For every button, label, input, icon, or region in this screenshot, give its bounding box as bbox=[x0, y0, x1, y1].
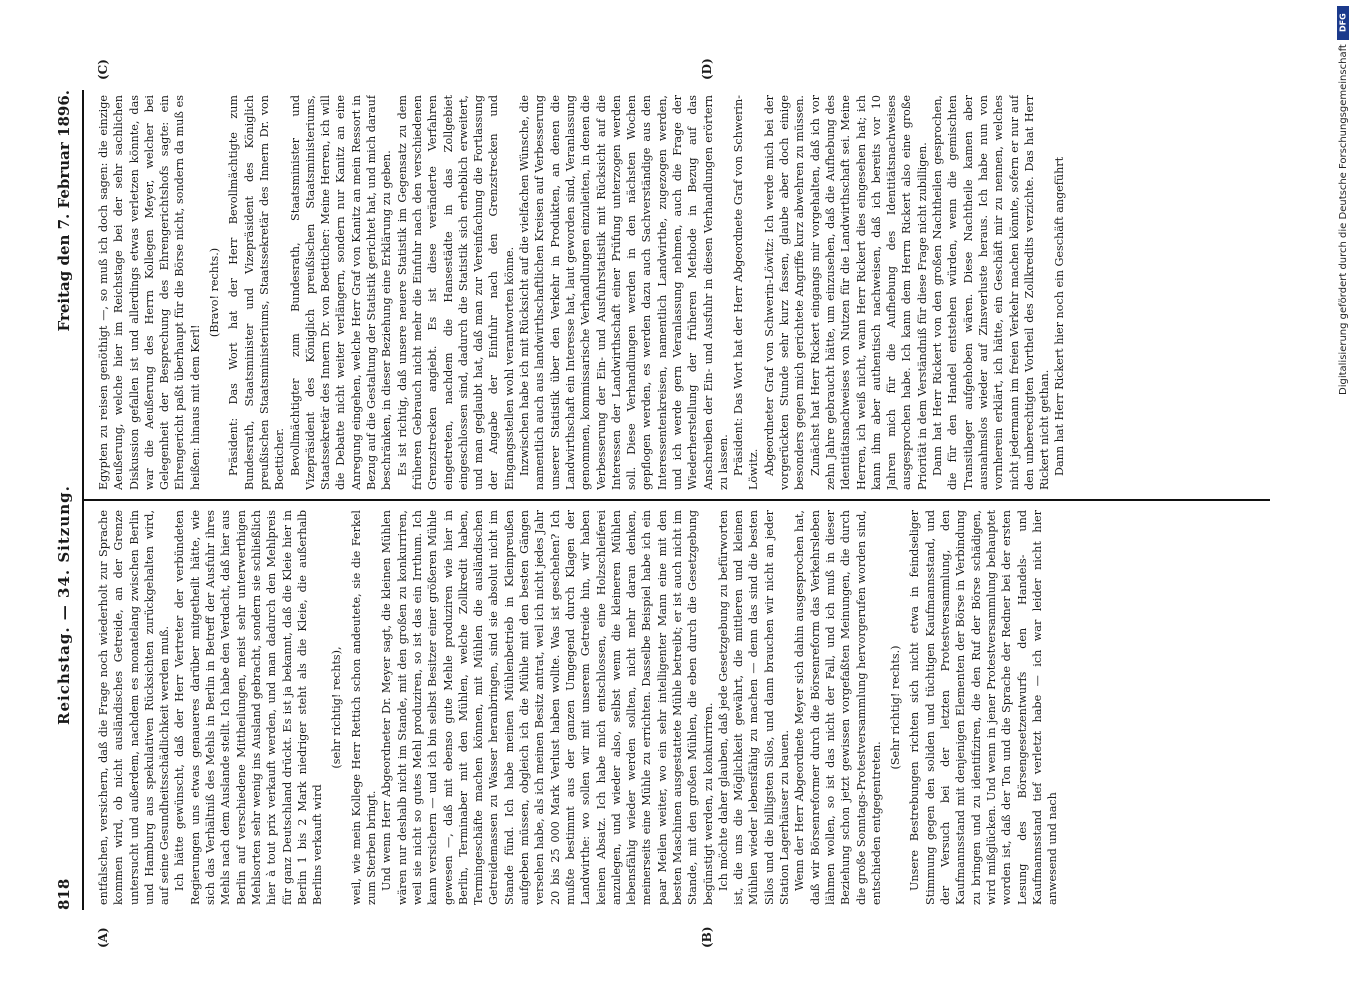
left-interjection: (Sehr richtig! rechts.) bbox=[889, 645, 903, 770]
page-header bbox=[55, 90, 79, 910]
left-paragraph: Wenn der Herr Abgeordnete Meyer sich dahin ausgesprochen hat, daß wir Börsenreformer durch die Börsenreform das Verkehrsleben lähmen wollen, so ist das nicht der Fall, und ich muß in dieser Beziehung schon jetzt gewissen vorgefaßten Meinungen, die durch die große Sonntags-Protestversammlung hervorgerufen worden sind, entschieden entgegentreten. bbox=[793, 510, 883, 905]
margin-marker-a: (A) bbox=[96, 927, 110, 948]
right-paragraph: Dann hat Herr Rickert von den großen Nachtheilen gesprochen, die für den Handel entstehen würden, wenn die gemischten Transitlager aufgehoben wären. Diese Nachtheile kamen aber ausnahmslos wieder auf Zinsverluste heraus. Ich habe nun von vornherein erklärt, ich hätte, ein Geschäft mir zu nennen, welches nicht jedermann im freien Verkehr machen könnte, sofern er nur auf den unberechtigten Vortheil des Zollkredits verzichte. Das hat Herr Rickert nicht gethan. bbox=[931, 95, 1052, 490]
left-paragraph: Ich möchte daher glauben, daß jede Gesetzgebung zu befürworten ist, die uns die Möglichkeit gewährt, die mittleren und kleinen Mühlen wieder lebensfähig zu machen — denn das sind die besten Silos und die billigsten Silos, und dann brauchen wir nicht an jeder Station Lagerhäuser zu bauen. bbox=[716, 510, 792, 905]
right-paragraph: Abgeordneter Graf von Schwerin-Löwitz: Ich werde mich bei der vorgerückten Stunde sehr kurz fassen, glaube aber doch einige besonders gegen mich gerichtete Angriffe kurz abwehren zu müssen. bbox=[762, 95, 807, 490]
left-interjection: (sehr richtig! rechts), bbox=[330, 646, 344, 769]
right-paragraph: Bevollmächtigter zum Bundesrath, Staatsminister und Vizepräsident des Königlich preußischen Staatsministeriums, Staatssekretär des Innern Dr. von Boetticher: Meine Herren, ich will die Debatte nicht weiter verlängern, sondern nur Kanitz an eine Anregung eingehen, welche Herr Graf von Kanitz an mein Ressort in Bezug auf die Gestaltung der Statistik gerichtet hat, und mich darauf beschränken, in dieser Beziehung eine Erklärung zu geben. bbox=[288, 95, 394, 490]
left-paragraph: Und wenn Herr Abgeordneter Dr. Meyer sagt, die kleinen Mühlen wären nur deshalb nicht im Stande, mit den großen zu konkurriren, weil sie nicht so gutes Mehl produziren, so ist das ein Irrthum. Ich kann versichern — und ich bin selbst Besitzer einer größeren Mühle gewesen —, daß mit ebenso gute Mehle produziren wie hier in Berlin, Terminaber mit den Mühlen, welche Zollkredit haben, Termingeschäfte machen können, mit Mühlen die ausländischen Getreidemassen zu Wasser heranbringen, sind sie absolut nicht im Stande fünd. Ich habe meinen Mühlenbetrieb in Kleinpreußen aufgeben müssen, obgleich ich die Mühle mit den besten Gängen versehen habe, als ich meinen Besitz antrat, weil ich nicht jedes Jahr 20 bis 25 000 Mark Verlust haben wollte. Was ist geschehen? Ich mußte bestimmt aus der ganzen Umgegend durch Klagen der Landwirthe: wo sollen wir mit unserem Getreide hin, wir haben keinen Absatz. Ich habe mich entschlossen, eine Holzschleiferei anzulegen, und wieder also, selbst wenn die kleineren Mühlen lebensfähig wieder werden sollten, nicht mehr daran denken, meinerseits eine Mühle zu errichten. Dasselbe Beispiel habe ich ein paar Meilen weiter, wo ein sehr intelligenter Mann eine mit den besten Maschinen ausgestattete Mühle betreibt; er ist auch nicht im Stande, mit den großen Mühlen, die eben durch die Gesetzgebung begünstigt werden, zu konkurriren. bbox=[380, 510, 715, 905]
funding-notice: Digitalisierung gefördert durch die Deutsche Forschungsgemeinschaft bbox=[1338, 44, 1349, 395]
right-paragraph: Präsident: Das Wort hat der Herr Bevollmächtigte zum Bundesrath, Staatsminister und Vizepräsident des Königlich preußischen Staatsministeriums, Staatssekretär des Innern Dr. von Boetticher. bbox=[227, 95, 287, 490]
left-paragraph: Unsere Bestrebungen richten sich nicht etwa in feindseliger Stimmung gegen den soliden und tüchtigen Kaufmannsstand, und der Versuch bei der letzten Protestversammlung, den Kaufmannsstand mit denjenigen Elementen der Börse in Verbindung zu bringen und zu identifiziren, die den Ruf der Börse schädigen, wird mißglücken. Und wenn in jener Protestversammlung behauptet worden ist, daß der Ton und die Sprache der Redner bei der ersten Lesung des Börsengesetzentwurfs den Handels- und Kaufmannsstand tief verletzt habe — ich war leider nicht hier anwesend und nach bbox=[908, 510, 1060, 905]
left-paragraph: Ich hätte gewünscht, daß der Herr Vertreter der verbündeten Regierungen uns etwas genaueres darüber mitgetheilt hätte, wie sich das Verhältniß des Mehls in Berlin in Betreff der Ausfuhr ihres Mehls nach dem Auslande stellt. Ich habe den Verdacht, daß hier aus Berlin auf verschiedene Mittheilungen, meist sehr unterwerthigen Mehlsorten sehr wenig ins Ausland gebracht, sondern sie schließlich hier à tout prix verkauft werden, und man dadurch den Mehlpreis für ganz Deutschland drückt. Es ist ja bekannt, daß die Kleie hier in Berlin 1 bis 2 Mark niedriger steht als die Kleie, die außerhalb Berlins verkauft wird bbox=[173, 510, 325, 905]
left-column bbox=[96, 510, 1260, 905]
left-paragraph: weil, wie mein Kollege Herr Rettich schon andeutete, sie die Ferkel zum Sterben bringt. bbox=[349, 510, 379, 905]
dfg-logo: DFG bbox=[1337, 6, 1349, 40]
margin-marker-d: (D) bbox=[700, 58, 714, 80]
margin-marker-c: (C) bbox=[96, 59, 110, 80]
right-interjection: (Bravo! rechts.) bbox=[208, 247, 222, 338]
right-paragraph: Präsident: Das Wort hat der Herr Abgeordnete Graf von Schwerin-Löwitz. bbox=[732, 95, 761, 490]
right-paragraph: Inzwischen habe ich mit Rücksicht auf die vielfachen Wünsche, die namentlich auch aus landwirthschaftlichen Kreisen auf Verbesserung unserer Statistik über den Verkehr in Produkten, an denen die Landwirthschaft ein Interesse hat, laut geworden sind, Veranlassung genommen, kommissarische Verhandlungen einzuleiten, in denen die Verbesserung der Ein- und Ausfuhrstatistik mit Rücksicht auf die Interessen der Landwirthschaft einer Prüfung unterzogen werden soll. Diese Verhandlungen werden in den nächsten Wochen gepflogen werden, es werden dazu auch Sachverständige aus den Interessentenkreisen, namentlich Landwirthe, zugezogen werden, und ich werde gern Veranlassung nehmen, auch die Frage der Wiederherstellung der früheren Methode in Bezug auf das Anschreiben der Ein- und Ausfuhr in diesen Verhandlungen erörtern zu lassen. bbox=[518, 95, 730, 490]
session-date: Freitag den 7. Februar 1896. bbox=[55, 90, 73, 332]
right-paragraph: Zunächst hat Herr Rickert eingangs mir vorgehalten, daß ich vor zehn Jahre gebraucht hätte, um einzusehen, daß die Aufhebung des Identitätsnachweises von Nutzen für die Landwirthschaft sei. Meine Herren, ich weiß nicht, wann Herr Rickert dies eingesehen hat; ich kann ihm aber authentisch nachweisen, daß ich bereits vor 10 Jahren mich für die Aufhebung des Identitätsnachweises ausgesprochen habe. Ich kann dem Herrn Rickert also eine große Priorität in dem Verständniß für diese Frage nicht zubilligen. bbox=[808, 95, 929, 490]
left-paragraph: entfalschen, versichern, daß die Frage noch wiederholt zur Sprache kommen wird, ob nicht ausländisches Getreide, an der Grenze untersucht und außerdem, nachdem es monatelang zwischen Berlin und Hamburg aus spekulativen Rücksichten zurückgehalten wird, auf seine Gesundheitsschädlichkeit werden muß. bbox=[97, 510, 172, 905]
right-paragraph: Dann hat Herr Rickert hier noch ein Geschäft angeführt bbox=[1053, 156, 1067, 476]
right-column bbox=[96, 95, 1260, 490]
right-paragraph: Es ist richtig, daß unsere neuere Statistik im Gegensatz zu dem früheren Gebrauch nicht mehr die Einfuhr nach den verschiedenen Grenzstrecken angiebt. Es ist diese veränderte Verfahren eingetreten, nachdem die Hansestädte in das Zollgebiet eingeschlossen sind, dadurch die Statistik sich erheblich erweitert, und man geglaubt hat, daß man zur Vereinfachung die Fortlassung der Angabe der Einfuhr nach den Grenzstrecken und Eingangsstellen wohl verantworten könne. bbox=[395, 95, 516, 490]
session-title: Reichstag. — 34. Sitzung. bbox=[55, 485, 73, 725]
margin-marker-b: (B) bbox=[700, 926, 714, 948]
right-paragraph: Egypten zu reisen genöthigt —, so muß ich doch sagen: die einzige Aeußerung, welche hier im Reichstage bei der sehr sachlichen Diskussion gefallen ist und allerdings etwas verletzen könnte, das war die Aeußerung des Herrn Kollegen Meyer, welcher bei Gelegenheit der Besprechung des Ehrengerichtshofs sagte: ein Ehrengericht paßt überhaupt für die Börse nicht, sondern da muß es heißen: hinaus mit dem Kerl! bbox=[97, 95, 202, 490]
page-number: 818 bbox=[55, 878, 73, 910]
column-divider bbox=[84, 499, 1270, 501]
